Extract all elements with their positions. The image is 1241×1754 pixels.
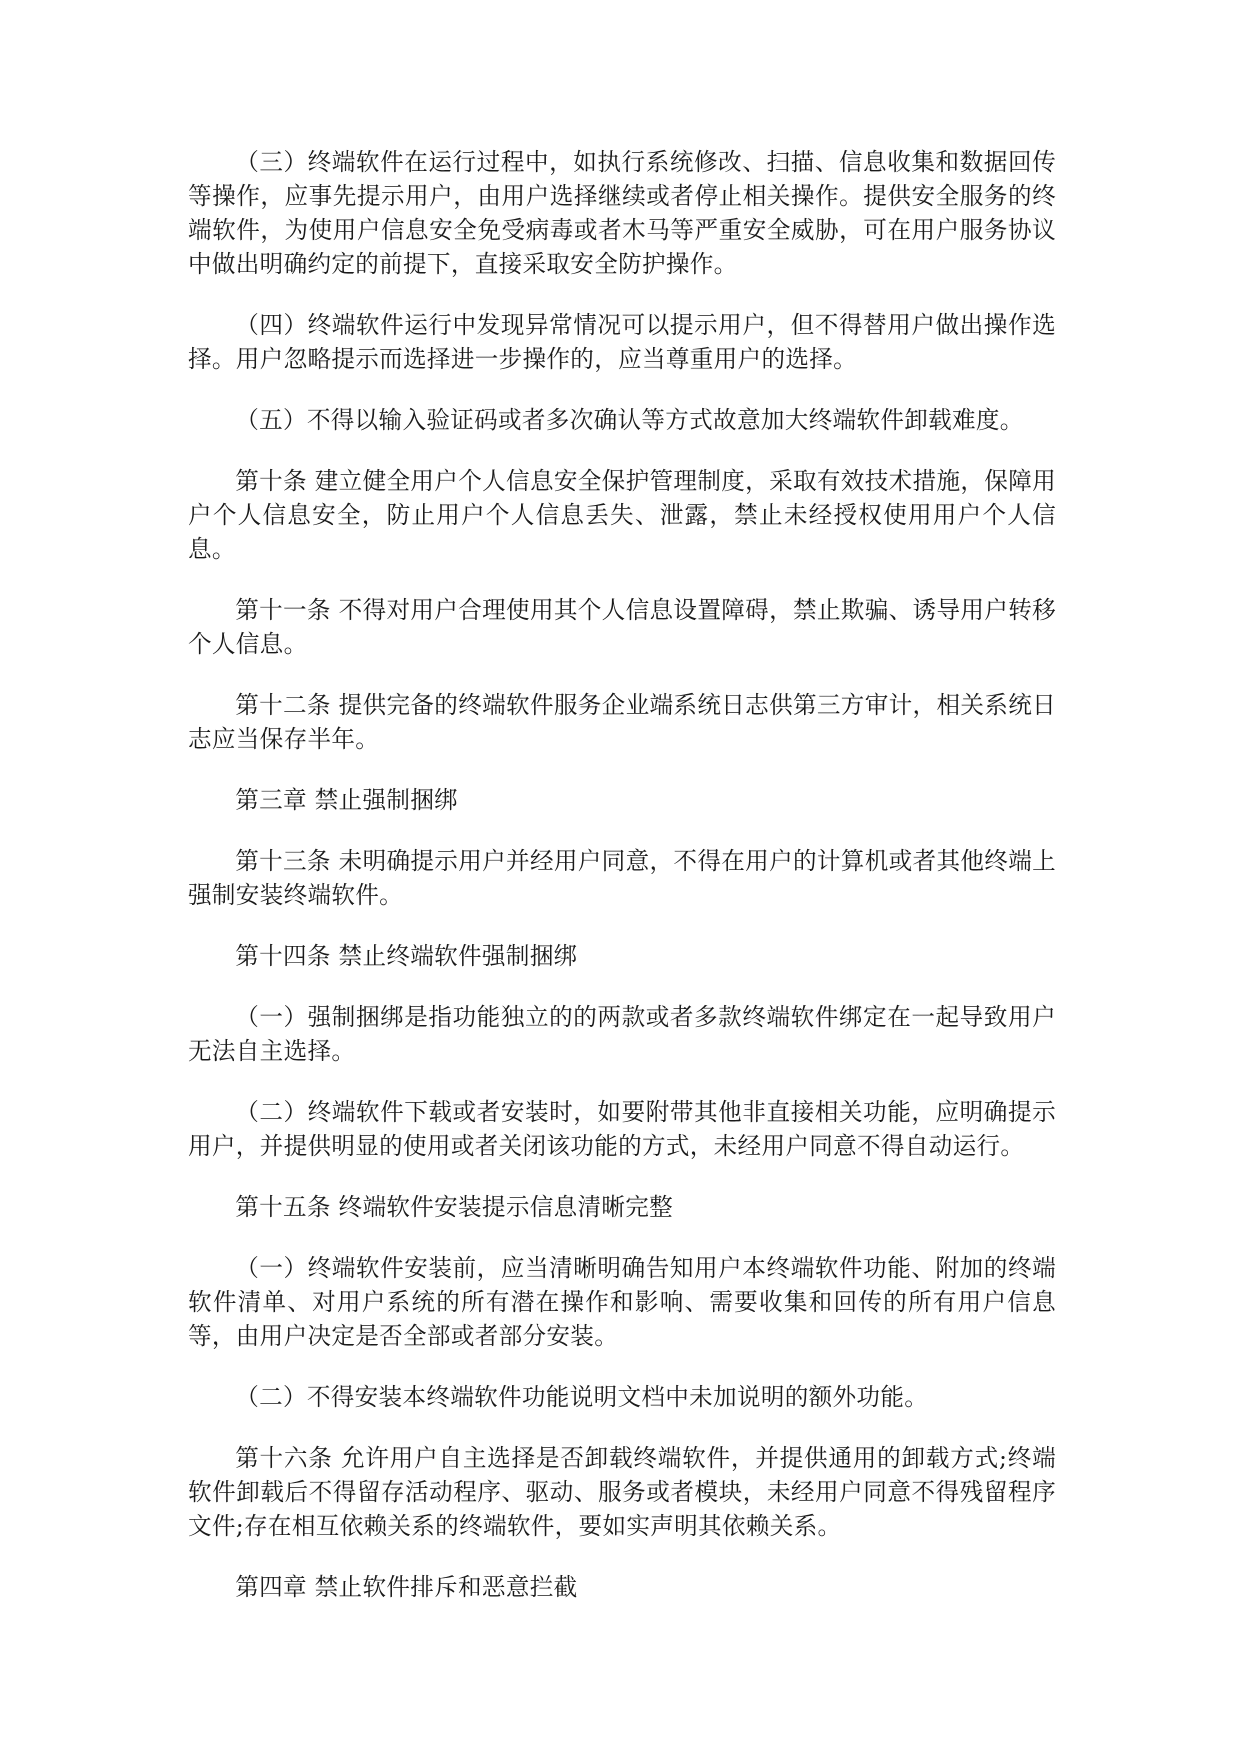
chapter-3-heading: 第三章 禁止强制捆绑 (235, 786, 459, 814)
article-13: 第十三条 未明确提示用户并经用户同意，不得在用户的计算机或者其他终端上强制安装终端软件。 (188, 847, 1056, 909)
article-11: 第十一条 不得对用户合理使用其个人信息设置障碍，禁止欺骗、诱导用户转移个人信息。 (188, 596, 1056, 658)
article-15-item-2: （二）不得安装本终端软件功能说明文档中未加说明的额外功能。 (235, 1383, 929, 1411)
article-15: 第十五条 终端软件安装提示信息清晰完整 (235, 1193, 674, 1221)
paragraph-item-5: （五）不得以输入验证码或者多次确认等方式故意加大终端软件卸载难度。 (235, 406, 1024, 434)
article-16: 第十六条 允许用户自主选择是否卸载终端软件，并提供通用的卸载方式;终端软件卸载后不得留存活动程序、驱动、服务或者模块，未经用户同意不得残留程序文件;存在相互依赖关系的终端软件，要如实声明其依赖关系。 (188, 1444, 1056, 1540)
document-body (188, 145, 1056, 1631)
chapter-4-heading: 第四章 禁止软件排斥和恶意拦截 (235, 1573, 578, 1601)
paragraph-item-4: （四）终端软件运行中发现异常情况可以提示用户，但不得替用户做出操作选择。用户忽略提示而选择进一步操作的，应当尊重用户的选择。 (188, 311, 1056, 373)
article-14-item-2: （二）终端软件下载或者安装时，如要附带其他非直接相关功能，应明确提示用户，并提供明显的使用或者关闭该功能的方式，未经用户同意不得自动运行。 (188, 1098, 1056, 1160)
article-14: 第十四条 禁止终端软件强制捆绑 (235, 942, 578, 970)
article-15-item-1: （一）终端软件安装前，应当清晰明确告知用户本终端软件功能、附加的终端软件清单、对用户系统的所有潜在操作和影响、需要收集和回传的所有用户信息等，由用户决定是否全部或者部分安装。 (188, 1254, 1056, 1350)
paragraph-item-3: （三）终端软件在运行过程中，如执行系统修改、扫描、信息收集和数据回传等操作，应事先提示用户，由用户选择继续或者停止相关操作。提供安全服务的终端软件，为使用户信息安全免受病毒或者木马等严重安全威胁，可在用户服务协议中做出明确约定的前提下，直接采取安全防护操作。 (188, 148, 1056, 278)
article-10: 第十条 建立健全用户个人信息安全保护管理制度，采取有效技术措施，保障用户个人信息安全，防止用户个人信息丢失、泄露，禁止未经授权使用用户个人信息。 (188, 467, 1056, 563)
article-14-item-1: （一）强制捆绑是指功能独立的的两款或者多款终端软件绑定在一起导致用户无法自主选择。 (188, 1003, 1056, 1065)
article-12: 第十二条 提供完备的终端软件服务企业端系统日志供第三方审计，相关系统日志应当保存半年。 (188, 691, 1056, 753)
